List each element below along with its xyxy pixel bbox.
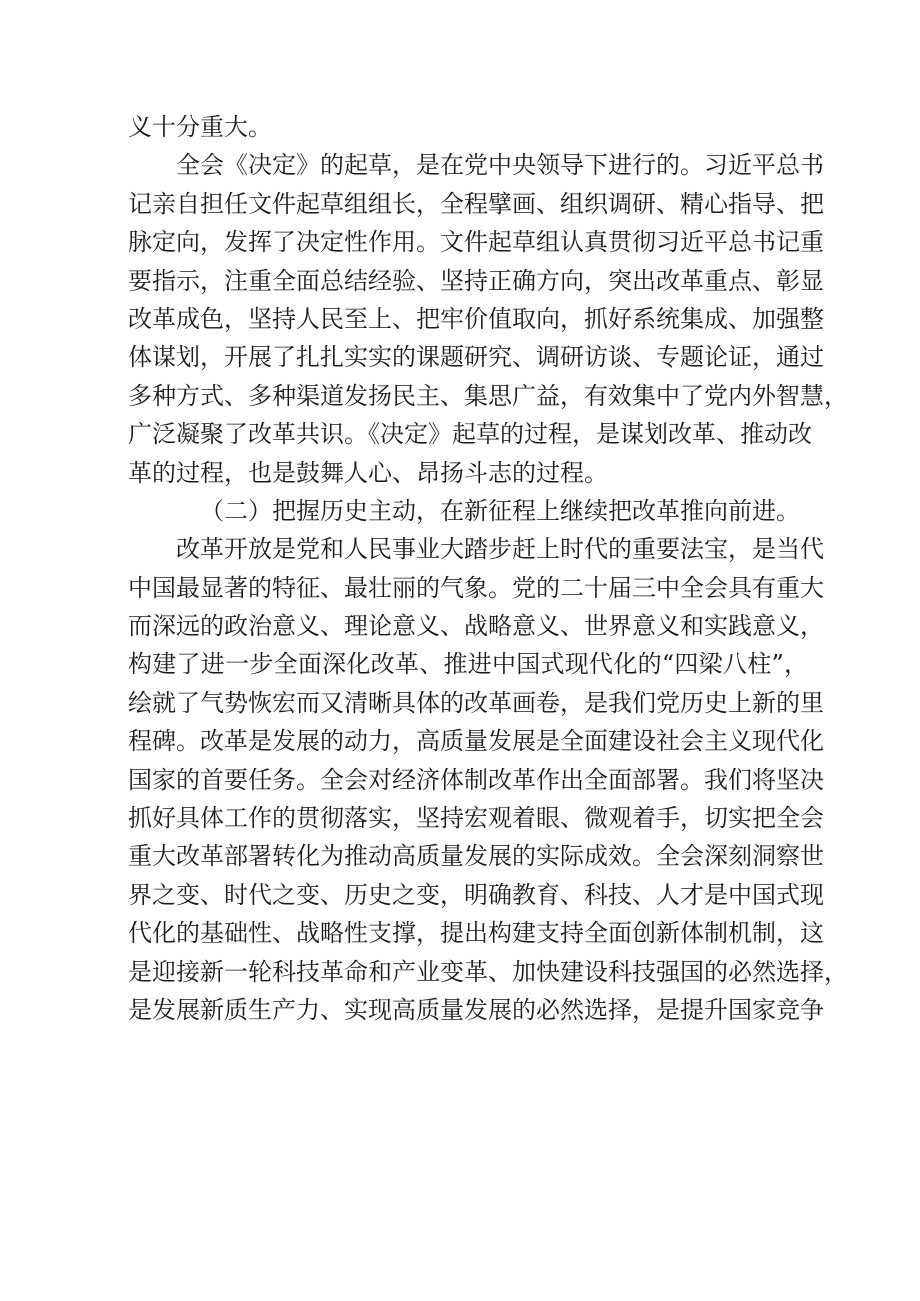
text-line: 广泛凝聚了改革共识。《决定》起草的过程，是谋划改革、推动改: [128, 420, 812, 449]
text-line: （二）把握历史主动，在新征程上继续把改革推向前进。: [200, 496, 800, 525]
text-line: 义十分重大。: [128, 113, 272, 141]
text-line: 脉定向，发挥了决定性作用。文件起草组认真贯彻习近平总书记重: [128, 228, 824, 257]
paragraph: [128, 108, 808, 146]
text-line: 改革成色，坚持人民至上、把牢价值取向，抓好系统集成、加强整: [128, 304, 824, 333]
text-line: 而深远的政治意义、理论意义、战略意义、世界意义和实践意义，: [128, 612, 824, 641]
text-line: 构建了进一步全面深化改革、推进中国式现代化的“四梁八柱”，: [128, 650, 808, 679]
text-line: 绘就了气势恢宏而又清晰具体的改革画卷，是我们党历史上新的里: [128, 688, 824, 717]
text-line: 革的过程，也是鼓舞人心、昂扬斗志的过程。: [128, 458, 608, 487]
text-line: 多种方式、多种渠道发扬民主、集思广益，有效集中了党内外智慧，: [128, 381, 848, 410]
text-line: 记亲自担任文件起草组组长，全程擘画、组织调研、精心指导、把: [128, 189, 824, 218]
text-line: 重大改革部署转化为推动高质量发展的实际成效。全会深刻洞察世: [128, 842, 824, 871]
text-line: 中国最显著的特征、最壮丽的气象。党的二十届三中全会具有重大: [128, 573, 824, 602]
text-line: 程碑。改革是发展的动力，高质量发展是全面建设社会主义现代化: [128, 727, 824, 756]
text-line: 全会《决定》的起草，是在党中央领导下进行的。习近平总书: [176, 151, 824, 180]
text-line: 是发展新质生产力、实现高质量发展的必然选择，是提升国家竞争: [128, 995, 824, 1024]
text-line: 是迎接新一轮科技革命和产业变革、加快建设科技强国的必然选择，: [128, 957, 848, 986]
document-body: [128, 108, 848, 1029]
text-line: 抓好具体工作的贯彻落实，坚持宏观着眼、微观着手，切实把全会: [128, 804, 824, 833]
text-line: 界之变、时代之变、历史之变，明确教育、科技、人才是中国式现: [128, 880, 824, 909]
text-line: 体谋划，开展了扎扎实实的课题研究、调研访谈、专题论证，通过: [128, 343, 824, 372]
text-line: 代化的基础性、战略性支撑，提出构建支持全面创新体制机制，这: [128, 919, 824, 948]
text-line: 国家的首要任务。全会对经济体制改革作出全面部署。我们将坚决: [128, 765, 824, 794]
section-heading: [128, 492, 808, 530]
text-line: 要指示，注重全面总结经验、坚持正确方向，突出改革重点、彰显: [128, 266, 824, 295]
text-line: 改革开放是党和人民事业大踏步赶上时代的重要法宝，是当代: [176, 535, 824, 564]
paragraph: [128, 530, 848, 1029]
paragraph: [128, 146, 848, 492]
